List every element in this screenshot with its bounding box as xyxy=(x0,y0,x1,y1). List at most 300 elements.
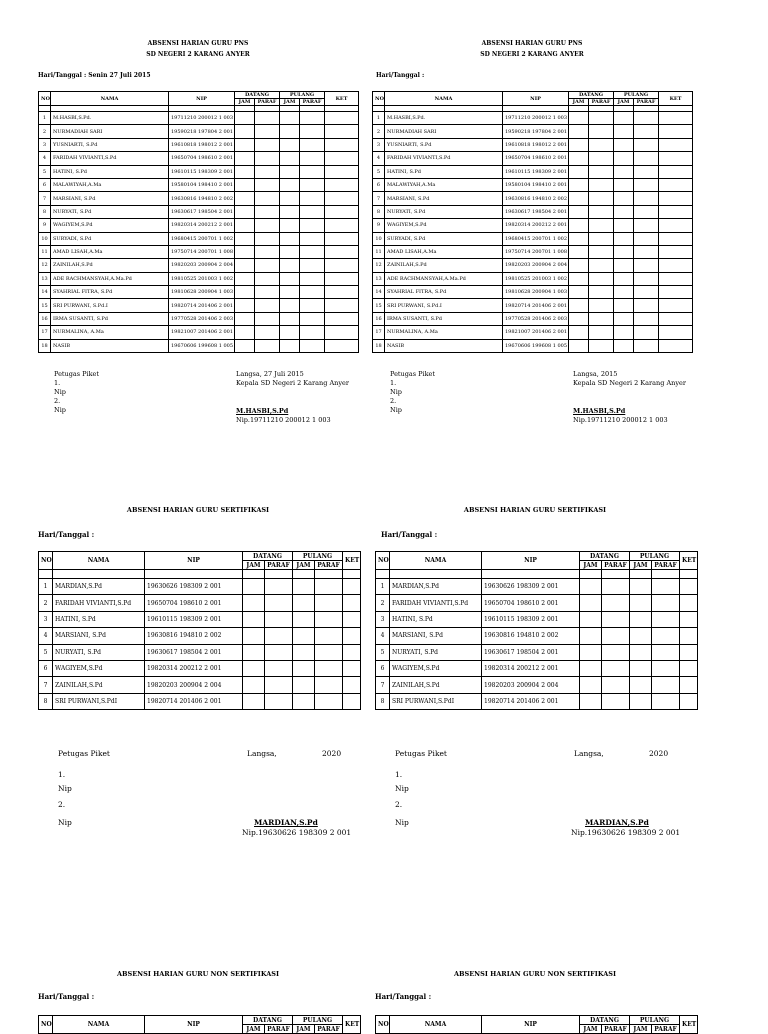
row-pulang-jam[interactable] xyxy=(293,628,315,644)
row-ket[interactable] xyxy=(343,579,361,595)
row-ket[interactable] xyxy=(659,205,693,218)
row-ket[interactable] xyxy=(325,205,359,218)
row-no: 14 xyxy=(39,286,51,299)
row-ket[interactable] xyxy=(325,165,359,178)
row-pulang-paraf[interactable] xyxy=(634,192,659,205)
row-datang-paraf[interactable] xyxy=(265,611,293,627)
row-datang-paraf[interactable] xyxy=(589,259,614,272)
row-nip: 19650704 198610 2 001 xyxy=(482,595,580,611)
row-datang-jam[interactable] xyxy=(569,125,589,138)
row-datang-jam[interactable] xyxy=(569,192,589,205)
pns-kepala-label: Kepala SD Negeri 2 Karang Anyer xyxy=(236,379,349,387)
sert-petugas-num2: 2. xyxy=(395,800,403,809)
row-datang-jam[interactable] xyxy=(569,312,589,325)
row-datang-paraf[interactable] xyxy=(255,299,280,312)
row-ket[interactable] xyxy=(659,165,693,178)
row-pulang-jam[interactable] xyxy=(614,259,634,272)
row-pulang-jam[interactable] xyxy=(630,611,652,627)
row-datang-jam[interactable] xyxy=(235,326,255,339)
row-datang-paraf[interactable] xyxy=(589,178,614,191)
row-pulang-paraf[interactable] xyxy=(315,595,343,611)
row-pulang-paraf[interactable] xyxy=(300,125,325,138)
row-nama: FARIDAH VIVIANTI,S.Pd xyxy=(390,595,482,611)
row-ket[interactable] xyxy=(680,611,698,627)
row-nama: SYAHRIAL FITRA, S.Pd xyxy=(385,286,503,299)
row-ket[interactable] xyxy=(680,595,698,611)
row-datang-jam[interactable] xyxy=(243,693,265,709)
table-row xyxy=(373,286,693,299)
row-pulang-paraf[interactable] xyxy=(300,299,325,312)
row-datang-paraf[interactable] xyxy=(589,339,614,352)
row-pulang-paraf[interactable] xyxy=(634,152,659,165)
row-ket[interactable] xyxy=(680,644,698,660)
row-pulang-paraf[interactable] xyxy=(315,579,343,595)
row-datang-jam[interactable] xyxy=(569,259,589,272)
table-row xyxy=(39,644,361,660)
row-pulang-paraf[interactable] xyxy=(315,611,343,627)
row-no: 2 xyxy=(39,595,53,611)
row-pulang-jam[interactable] xyxy=(614,286,634,299)
sert-title: ABSENSI HARIAN GURU SERTIFIKASI xyxy=(463,506,607,514)
row-datang-jam[interactable] xyxy=(580,644,602,660)
row-ket[interactable] xyxy=(325,299,359,312)
row-pulang-jam[interactable] xyxy=(280,299,300,312)
row-datang-paraf[interactable] xyxy=(589,192,614,205)
row-pulang-jam[interactable] xyxy=(614,138,634,151)
row-datang-jam[interactable] xyxy=(235,112,255,125)
row-ket[interactable] xyxy=(680,677,698,693)
row-datang-jam[interactable] xyxy=(235,232,255,245)
row-ket[interactable] xyxy=(659,112,693,125)
row-ket[interactable] xyxy=(680,628,698,644)
table-row xyxy=(373,299,693,312)
row-datang-paraf[interactable] xyxy=(589,152,614,165)
row-datang-paraf[interactable] xyxy=(255,152,280,165)
row-datang-paraf[interactable] xyxy=(602,660,630,676)
row-ket[interactable] xyxy=(325,138,359,151)
row-datang-paraf[interactable] xyxy=(255,326,280,339)
row-datang-jam[interactable] xyxy=(580,677,602,693)
row-pulang-jam[interactable] xyxy=(614,165,634,178)
row-pulang-paraf[interactable] xyxy=(300,138,325,151)
table-row xyxy=(39,245,359,258)
row-datang-jam[interactable] xyxy=(235,339,255,352)
row-pulang-jam[interactable] xyxy=(630,579,652,595)
row-pulang-paraf[interactable] xyxy=(315,660,343,676)
row-pulang-jam[interactable] xyxy=(280,178,300,191)
row-datang-paraf[interactable] xyxy=(255,192,280,205)
row-ket[interactable] xyxy=(659,219,693,232)
row-datang-paraf[interactable] xyxy=(589,232,614,245)
row-ket[interactable] xyxy=(325,192,359,205)
row-no: 3 xyxy=(376,611,390,627)
row-pulang-paraf[interactable] xyxy=(634,165,659,178)
row-ket[interactable] xyxy=(325,312,359,325)
row-pulang-paraf[interactable] xyxy=(300,165,325,178)
row-datang-jam[interactable] xyxy=(580,628,602,644)
row-pulang-jam[interactable] xyxy=(280,219,300,232)
row-pulang-paraf[interactable] xyxy=(634,286,659,299)
table-row xyxy=(373,152,693,165)
row-datang-paraf[interactable] xyxy=(265,644,293,660)
row-datang-jam[interactable] xyxy=(569,152,589,165)
row-pulang-paraf[interactable] xyxy=(300,286,325,299)
row-no: 16 xyxy=(39,312,51,325)
row-nama: NURYATI, S.Pd xyxy=(51,205,169,218)
row-datang-jam[interactable] xyxy=(569,112,589,125)
row-datang-jam[interactable] xyxy=(235,165,255,178)
row-datang-paraf[interactable] xyxy=(255,219,280,232)
row-pulang-jam[interactable] xyxy=(280,152,300,165)
row-ket[interactable] xyxy=(659,286,693,299)
row-datang-paraf[interactable] xyxy=(589,272,614,285)
row-datang-jam[interactable] xyxy=(235,192,255,205)
row-datang-jam[interactable] xyxy=(235,219,255,232)
row-ket[interactable] xyxy=(325,339,359,352)
row-datang-jam[interactable] xyxy=(569,286,589,299)
row-datang-jam[interactable] xyxy=(235,286,255,299)
row-pulang-jam[interactable] xyxy=(614,178,634,191)
row-pulang-jam[interactable] xyxy=(280,286,300,299)
row-datang-paraf[interactable] xyxy=(255,259,280,272)
row-datang-paraf[interactable] xyxy=(265,693,293,709)
row-pulang-jam[interactable] xyxy=(630,595,652,611)
row-datang-paraf[interactable] xyxy=(255,245,280,258)
row-pulang-jam[interactable] xyxy=(280,245,300,258)
row-ket[interactable] xyxy=(343,644,361,660)
row-datang-paraf[interactable] xyxy=(589,245,614,258)
row-ket[interactable] xyxy=(343,611,361,627)
table-row xyxy=(373,272,693,285)
row-datang-paraf[interactable] xyxy=(255,339,280,352)
row-pulang-paraf[interactable] xyxy=(634,178,659,191)
row-datang-jam[interactable] xyxy=(569,232,589,245)
row-datang-paraf[interactable] xyxy=(265,660,293,676)
row-datang-jam[interactable] xyxy=(243,611,265,627)
row-datang-paraf[interactable] xyxy=(602,693,630,709)
row-datang-jam[interactable] xyxy=(569,272,589,285)
row-pulang-jam[interactable] xyxy=(280,339,300,352)
row-datang-paraf[interactable] xyxy=(589,219,614,232)
row-pulang-paraf[interactable] xyxy=(300,192,325,205)
row-ket[interactable] xyxy=(659,192,693,205)
row-datang-paraf[interactable] xyxy=(589,112,614,125)
row-pulang-paraf[interactable] xyxy=(652,579,680,595)
row-datang-paraf[interactable] xyxy=(602,579,630,595)
col-header-ket: KET xyxy=(659,92,693,106)
row-pulang-jam[interactable] xyxy=(614,112,634,125)
row-datang-paraf[interactable] xyxy=(265,677,293,693)
row-pulang-jam[interactable] xyxy=(280,232,300,245)
row-pulang-jam[interactable] xyxy=(614,192,634,205)
row-pulang-paraf[interactable] xyxy=(634,112,659,125)
col-header-pulang-jam: JAM xyxy=(630,561,652,570)
row-nama: MALAWIYAH,A.Ma xyxy=(51,178,169,191)
row-datang-jam[interactable] xyxy=(580,611,602,627)
row-datang-jam[interactable] xyxy=(235,259,255,272)
row-pulang-paraf[interactable] xyxy=(315,693,343,709)
row-pulang-paraf[interactable] xyxy=(315,628,343,644)
row-pulang-jam[interactable] xyxy=(280,165,300,178)
row-datang-paraf[interactable] xyxy=(589,299,614,312)
row-pulang-jam[interactable] xyxy=(293,611,315,627)
row-ket[interactable] xyxy=(325,286,359,299)
row-pulang-jam[interactable] xyxy=(630,693,652,709)
row-datang-jam[interactable] xyxy=(569,326,589,339)
row-pulang-paraf[interactable] xyxy=(634,259,659,272)
row-pulang-paraf[interactable] xyxy=(634,232,659,245)
row-datang-jam[interactable] xyxy=(243,595,265,611)
row-pulang-paraf[interactable] xyxy=(300,245,325,258)
row-pulang-paraf[interactable] xyxy=(300,178,325,191)
row-pulang-paraf[interactable] xyxy=(300,152,325,165)
row-pulang-jam[interactable] xyxy=(614,219,634,232)
row-datang-jam[interactable] xyxy=(569,165,589,178)
row-pulang-jam[interactable] xyxy=(280,205,300,218)
row-pulang-paraf[interactable] xyxy=(300,112,325,125)
row-pulang-jam[interactable] xyxy=(280,326,300,339)
row-datang-jam[interactable] xyxy=(235,299,255,312)
row-ket[interactable] xyxy=(343,660,361,676)
col-header-pulang-paraf: PARAF xyxy=(634,99,659,106)
row-pulang-jam[interactable] xyxy=(293,677,315,693)
row-datang-jam[interactable] xyxy=(243,628,265,644)
row-pulang-paraf[interactable] xyxy=(634,326,659,339)
row-pulang-jam[interactable] xyxy=(614,152,634,165)
row-pulang-paraf[interactable] xyxy=(634,245,659,258)
row-datang-paraf[interactable] xyxy=(602,611,630,627)
row-datang-jam[interactable] xyxy=(235,312,255,325)
row-nama: NURYATI, S.Pd xyxy=(390,644,482,660)
row-datang-paraf[interactable] xyxy=(589,326,614,339)
row-pulang-jam[interactable] xyxy=(630,660,652,676)
row-no: 2 xyxy=(39,125,51,138)
row-pulang-paraf[interactable] xyxy=(300,339,325,352)
row-pulang-paraf[interactable] xyxy=(300,312,325,325)
row-pulang-jam[interactable] xyxy=(614,232,634,245)
row-datang-paraf[interactable] xyxy=(602,595,630,611)
row-pulang-jam[interactable] xyxy=(280,192,300,205)
sert-petugas-nip2: Nip xyxy=(395,818,409,827)
row-datang-paraf[interactable] xyxy=(589,205,614,218)
row-ket[interactable] xyxy=(659,312,693,325)
table-row xyxy=(376,644,698,660)
row-ket[interactable] xyxy=(343,628,361,644)
row-pulang-jam[interactable] xyxy=(614,312,634,325)
row-ket[interactable] xyxy=(325,259,359,272)
row-datang-jam[interactable] xyxy=(243,644,265,660)
row-datang-jam[interactable] xyxy=(569,138,589,151)
row-pulang-jam[interactable] xyxy=(280,272,300,285)
row-ket[interactable] xyxy=(325,112,359,125)
row-pulang-paraf[interactable] xyxy=(315,644,343,660)
row-pulang-jam[interactable] xyxy=(280,138,300,151)
row-datang-paraf[interactable] xyxy=(255,272,280,285)
row-datang-paraf[interactable] xyxy=(255,138,280,151)
row-pulang-paraf[interactable] xyxy=(652,595,680,611)
row-nip: 19630816 194810 2 002 xyxy=(169,192,235,205)
row-pulang-jam[interactable] xyxy=(630,644,652,660)
row-ket[interactable] xyxy=(659,326,693,339)
row-datang-paraf[interactable] xyxy=(265,595,293,611)
row-pulang-paraf[interactable] xyxy=(300,205,325,218)
row-pulang-jam[interactable] xyxy=(293,595,315,611)
row-ket[interactable] xyxy=(343,693,361,709)
row-ket[interactable] xyxy=(325,125,359,138)
row-datang-paraf[interactable] xyxy=(255,232,280,245)
row-datang-paraf[interactable] xyxy=(255,286,280,299)
row-datang-paraf[interactable] xyxy=(589,125,614,138)
row-pulang-paraf[interactable] xyxy=(634,339,659,352)
row-ket[interactable] xyxy=(680,693,698,709)
row-pulang-paraf[interactable] xyxy=(652,660,680,676)
row-pulang-paraf[interactable] xyxy=(634,312,659,325)
row-ket[interactable] xyxy=(325,152,359,165)
row-pulang-jam[interactable] xyxy=(614,326,634,339)
row-pulang-jam[interactable] xyxy=(293,644,315,660)
row-ket[interactable] xyxy=(680,660,698,676)
row-datang-jam[interactable] xyxy=(569,299,589,312)
row-ket[interactable] xyxy=(659,138,693,151)
row-pulang-jam[interactable] xyxy=(280,259,300,272)
row-ket[interactable] xyxy=(659,245,693,258)
row-pulang-jam[interactable] xyxy=(293,693,315,709)
row-pulang-paraf[interactable] xyxy=(300,232,325,245)
row-ket[interactable] xyxy=(325,178,359,191)
row-datang-jam[interactable] xyxy=(243,677,265,693)
row-nama: HATINI, S.Pd xyxy=(53,611,145,627)
row-pulang-paraf[interactable] xyxy=(652,693,680,709)
row-nama: NURMALINA, A.Ma xyxy=(51,326,169,339)
row-pulang-paraf[interactable] xyxy=(315,677,343,693)
col-header-pulang-jam: JAM xyxy=(614,99,634,106)
row-pulang-jam[interactable] xyxy=(280,112,300,125)
row-datang-paraf[interactable] xyxy=(589,165,614,178)
row-pulang-paraf[interactable] xyxy=(300,326,325,339)
row-pulang-paraf[interactable] xyxy=(652,611,680,627)
row-ket[interactable] xyxy=(659,178,693,191)
row-datang-paraf[interactable] xyxy=(255,312,280,325)
row-pulang-paraf[interactable] xyxy=(300,272,325,285)
row-ket[interactable] xyxy=(659,232,693,245)
row-pulang-jam[interactable] xyxy=(280,312,300,325)
row-datang-jam[interactable] xyxy=(235,178,255,191)
row-datang-jam[interactable] xyxy=(569,339,589,352)
nonsert-title: ABSENSI HARIAN GURU NON SERTIFIKASI xyxy=(117,970,279,978)
row-datang-paraf[interactable] xyxy=(255,205,280,218)
row-pulang-paraf[interactable] xyxy=(634,125,659,138)
row-datang-paraf[interactable] xyxy=(265,579,293,595)
row-datang-jam[interactable] xyxy=(569,245,589,258)
row-datang-paraf[interactable] xyxy=(265,628,293,644)
row-datang-jam[interactable] xyxy=(235,152,255,165)
row-pulang-jam[interactable] xyxy=(614,272,634,285)
row-datang-paraf[interactable] xyxy=(589,286,614,299)
row-datang-jam[interactable] xyxy=(580,693,602,709)
row-pulang-paraf[interactable] xyxy=(652,677,680,693)
row-datang-paraf[interactable] xyxy=(589,312,614,325)
row-ket[interactable] xyxy=(325,326,359,339)
row-datang-paraf[interactable] xyxy=(255,178,280,191)
row-datang-paraf[interactable] xyxy=(255,165,280,178)
row-ket[interactable] xyxy=(343,595,361,611)
row-datang-paraf[interactable] xyxy=(589,138,614,151)
row-pulang-jam[interactable] xyxy=(630,628,652,644)
row-pulang-jam[interactable] xyxy=(293,579,315,595)
row-pulang-jam[interactable] xyxy=(614,125,634,138)
row-ket[interactable] xyxy=(659,339,693,352)
row-pulang-jam[interactable] xyxy=(614,245,634,258)
row-pulang-paraf[interactable] xyxy=(634,138,659,151)
row-pulang-jam[interactable] xyxy=(630,677,652,693)
row-datang-jam[interactable] xyxy=(580,579,602,595)
row-datang-jam[interactable] xyxy=(580,660,602,676)
row-datang-jam[interactable] xyxy=(580,595,602,611)
row-no: 10 xyxy=(39,232,51,245)
row-pulang-jam[interactable] xyxy=(614,299,634,312)
row-pulang-paraf[interactable] xyxy=(300,259,325,272)
row-pulang-paraf[interactable] xyxy=(652,644,680,660)
row-pulang-paraf[interactable] xyxy=(652,628,680,644)
row-datang-jam[interactable] xyxy=(235,245,255,258)
row-ket[interactable] xyxy=(325,245,359,258)
row-datang-paraf[interactable] xyxy=(602,644,630,660)
col-header-nama: NAMA xyxy=(53,1016,145,1034)
row-ket[interactable] xyxy=(659,125,693,138)
row-pulang-jam[interactable] xyxy=(293,660,315,676)
row-datang-paraf[interactable] xyxy=(255,112,280,125)
row-ket[interactable] xyxy=(659,272,693,285)
row-nip: 19630626 198309 2 001 xyxy=(482,579,580,595)
row-ket[interactable] xyxy=(325,219,359,232)
row-ket[interactable] xyxy=(343,677,361,693)
row-pulang-jam[interactable] xyxy=(280,125,300,138)
row-pulang-jam[interactable] xyxy=(614,339,634,352)
row-ket[interactable] xyxy=(325,272,359,285)
row-ket[interactable] xyxy=(659,259,693,272)
row-pulang-paraf[interactable] xyxy=(300,219,325,232)
row-datang-paraf[interactable] xyxy=(602,677,630,693)
row-nip: 19810525 201003 1 002 xyxy=(169,272,235,285)
row-datang-jam[interactable] xyxy=(235,205,255,218)
row-datang-jam[interactable] xyxy=(235,138,255,151)
row-ket[interactable] xyxy=(659,152,693,165)
row-pulang-paraf[interactable] xyxy=(634,272,659,285)
table-row xyxy=(373,205,693,218)
table-row xyxy=(373,339,693,352)
row-ket[interactable] xyxy=(325,232,359,245)
row-pulang-paraf[interactable] xyxy=(634,205,659,218)
row-datang-paraf[interactable] xyxy=(602,628,630,644)
row-datang-jam[interactable] xyxy=(569,178,589,191)
row-pulang-jam[interactable] xyxy=(614,205,634,218)
row-ket[interactable] xyxy=(680,579,698,595)
row-nama: ZAINILAH,S.Pd xyxy=(385,259,503,272)
row-ket[interactable] xyxy=(659,299,693,312)
row-datang-jam[interactable] xyxy=(235,125,255,138)
row-pulang-paraf[interactable] xyxy=(634,219,659,232)
row-datang-jam[interactable] xyxy=(569,219,589,232)
row-datang-jam[interactable] xyxy=(569,205,589,218)
row-datang-jam[interactable] xyxy=(235,272,255,285)
row-datang-paraf[interactable] xyxy=(255,125,280,138)
row-datang-jam[interactable] xyxy=(243,579,265,595)
row-no: 17 xyxy=(373,326,385,339)
row-no: 16 xyxy=(373,312,385,325)
row-datang-jam[interactable] xyxy=(243,660,265,676)
row-nip: 19820314 200212 2 001 xyxy=(169,219,235,232)
row-pulang-paraf[interactable] xyxy=(634,299,659,312)
